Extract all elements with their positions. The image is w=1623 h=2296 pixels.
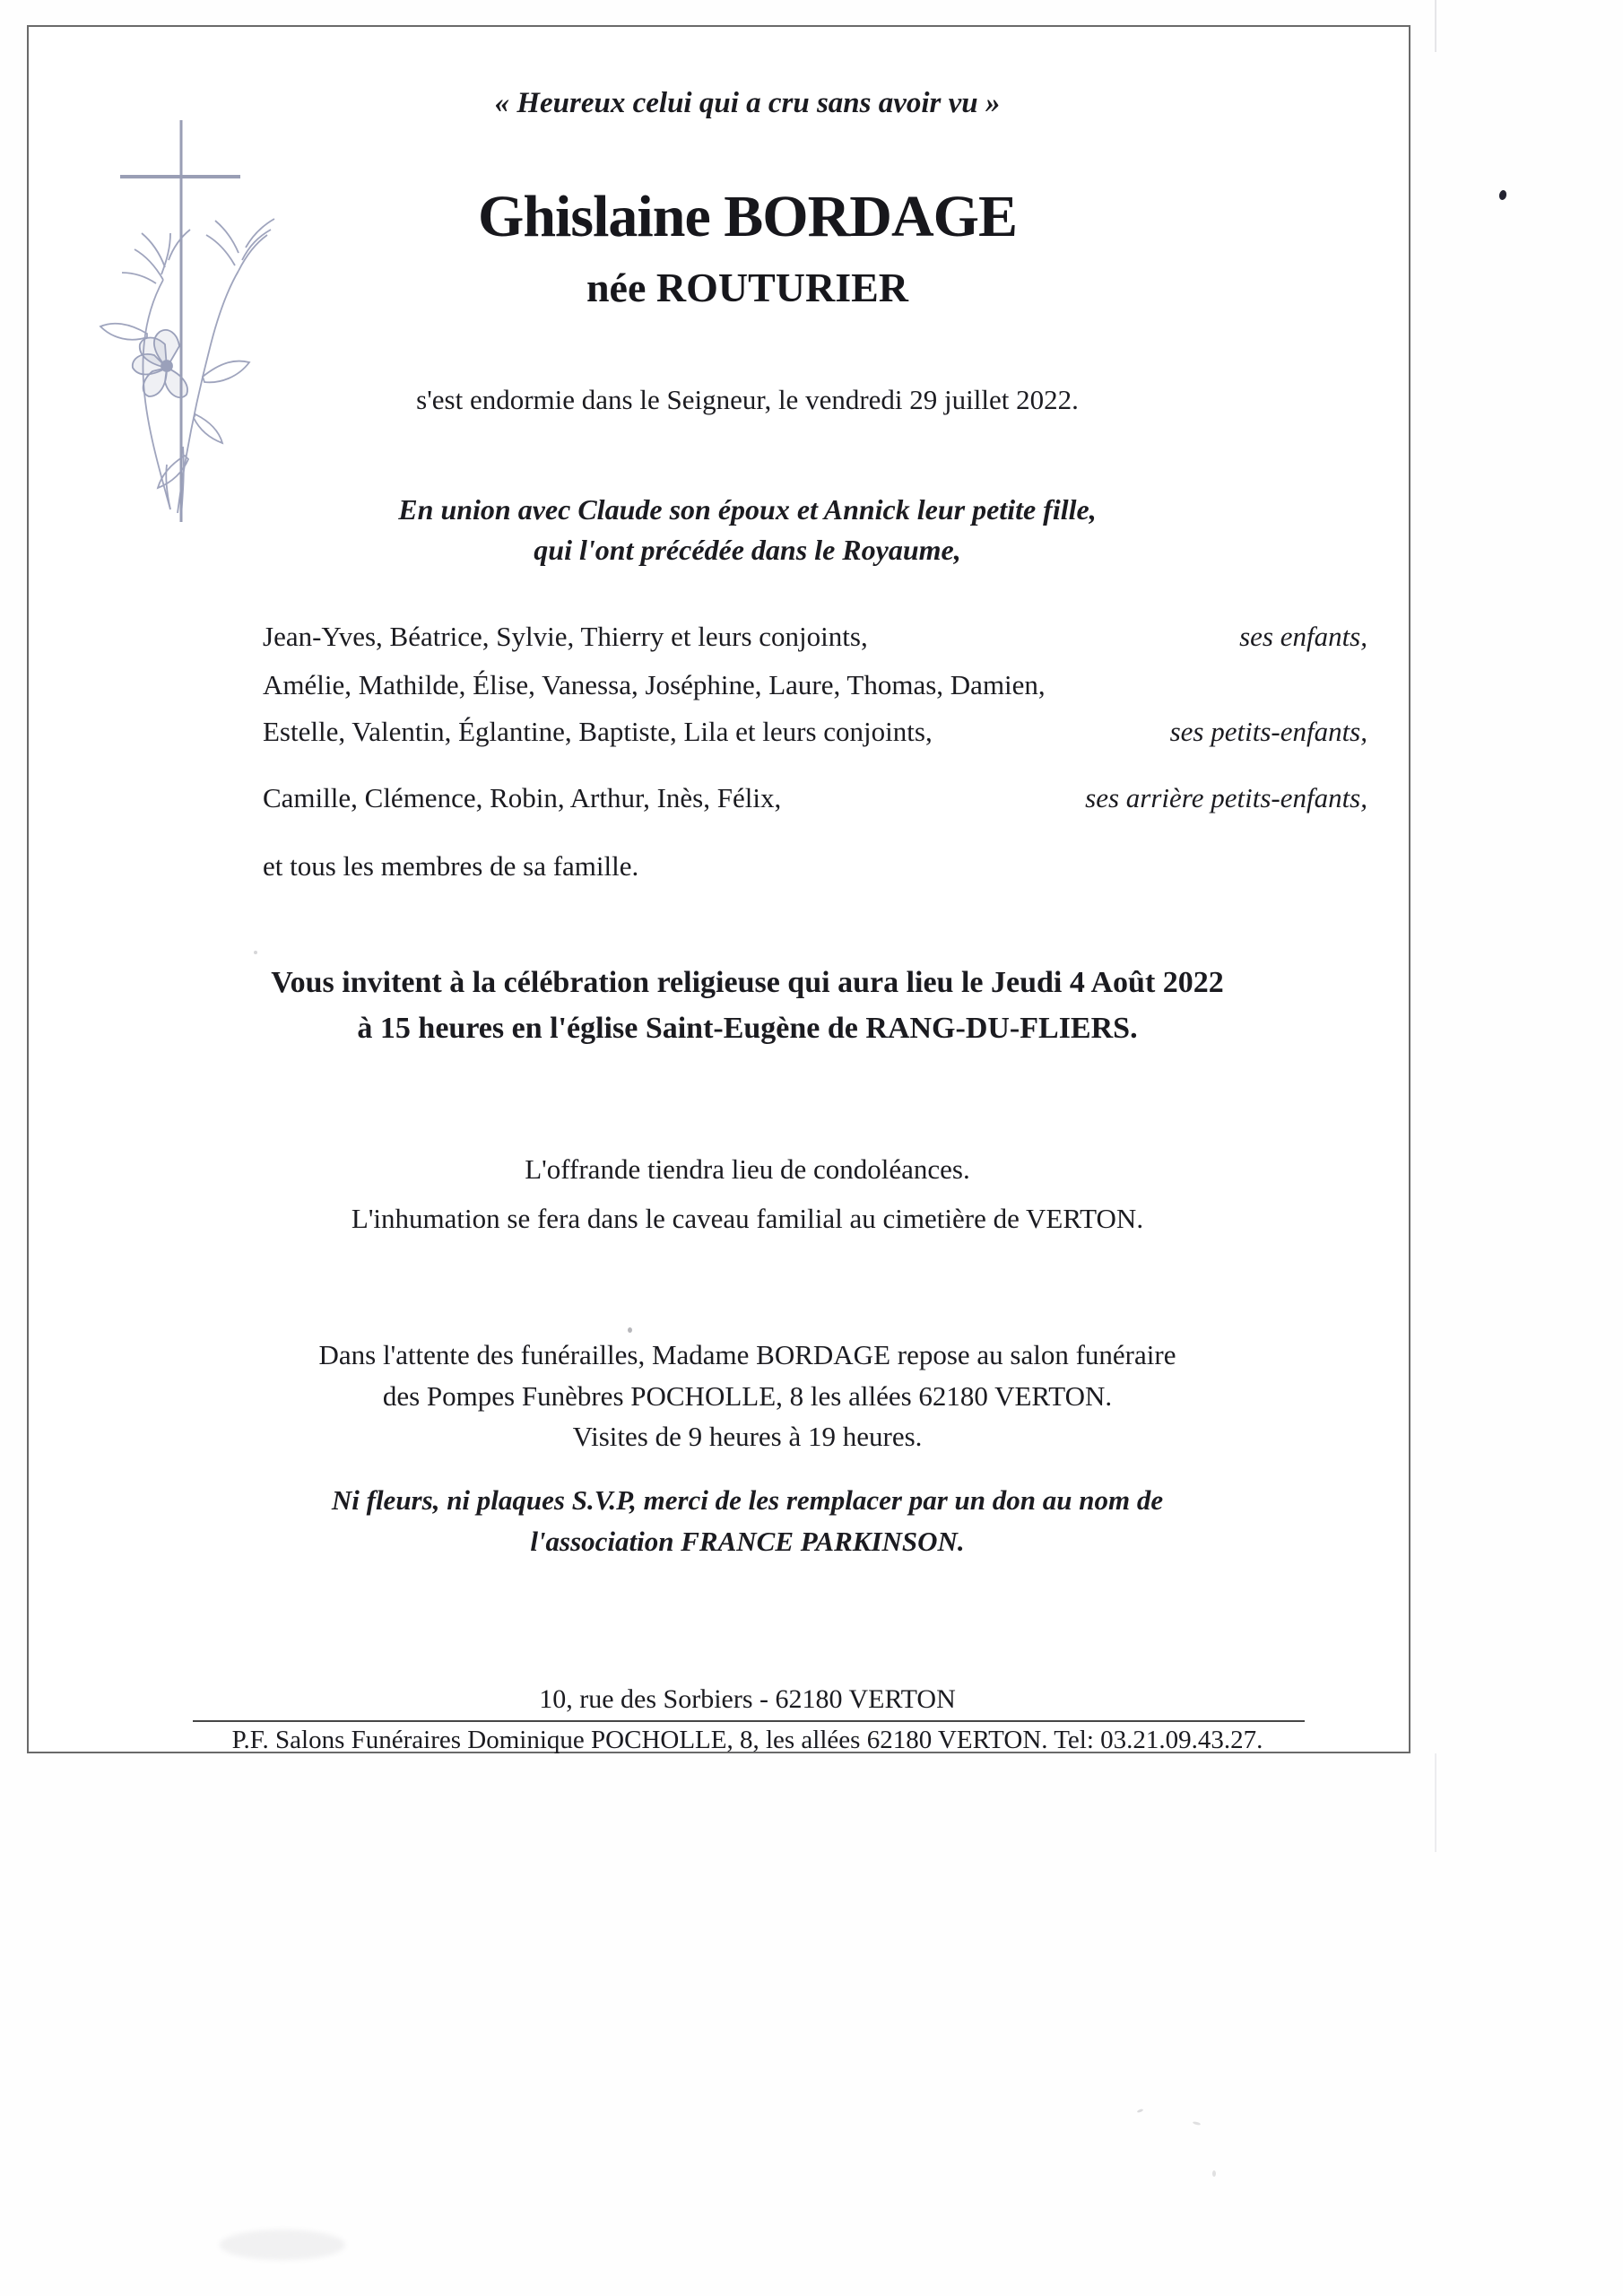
- scan-artifact: [628, 1327, 632, 1333]
- relation-label: ses petits-enfants,: [1169, 716, 1367, 747]
- donation-paragraph: [85, 1480, 1410, 1561]
- offering-line: L'offrande tiendra lieu de condoléances.: [525, 1153, 970, 1185]
- union-line-2: qui l'ont précédée dans le Royaume,: [534, 534, 961, 567]
- page-title-deceased-name: Ghislaine BORDAGE: [478, 184, 1017, 249]
- scan-artifact: [1137, 2109, 1144, 2113]
- relation-label: ses enfants,: [1239, 621, 1367, 652]
- burial-line: L'inhumation se fera dans le caveau familial au cimetière de VERTON.: [351, 1203, 1144, 1234]
- scan-artifact: [1435, 0, 1436, 52]
- family-names: et tous les membres de sa famille.: [263, 850, 639, 882]
- repose-line-2: des Pompes Funèbres POCHOLLE, 8 les allées 62180 VERTON.: [382, 1379, 1113, 1412]
- scan-artifact: [254, 951, 257, 954]
- ceremony-invitation: [85, 960, 1410, 1051]
- donation-line-2: l'association FRANCE PARKINSON.: [530, 1525, 965, 1557]
- footer-address: 10, rue des Sorbiers - 62180 VERTON: [539, 1684, 956, 1714]
- union-paragraph: [85, 490, 1410, 571]
- scan-artifact: [1435, 1753, 1436, 1852]
- scan-artifact: [1212, 2170, 1216, 2177]
- union-line-1: En union avec Claude son époux et Annick leur petite fille,: [398, 493, 1097, 526]
- scan-artifact: [1498, 189, 1507, 200]
- scan-artifact: [1193, 2121, 1201, 2126]
- repose-line-3: Visites de 9 heures à 19 heures.: [572, 1421, 923, 1453]
- family-row: [263, 782, 1367, 814]
- cross-with-flowers-icon: [77, 108, 296, 531]
- family-row: [263, 669, 1367, 701]
- repose-line-1: Dans l'attente des funérailles, Madame BORDAGE repose au salon funéraire: [318, 1339, 1176, 1370]
- family-names: Camille, Clémence, Robin, Arthur, Inès, Félix,: [263, 782, 782, 813]
- invitation-line-2: à 15 heures en l'église Saint-Eugène de RANG-DU-FLIERS.: [357, 1012, 1138, 1045]
- family-row: [263, 716, 1367, 748]
- opening-quote: « Heureux celui qui a cru sans avoir vu »: [494, 87, 1001, 119]
- family-names: Jean-Yves, Béatrice, Sylvie, Thierry et leurs conjoints,: [263, 621, 868, 652]
- death-date-line: s'est endormie dans le Seigneur, le vendredi 29 juillet 2022.: [416, 384, 1079, 415]
- maiden-name: née ROUTURIER: [586, 265, 909, 310]
- repose-paragraph: [85, 1335, 1410, 1457]
- family-row: [263, 850, 1367, 883]
- family-row: [263, 621, 1367, 653]
- relation-label: ses arrière petits-enfants,: [1085, 782, 1367, 813]
- scan-artifact: [220, 2230, 345, 2260]
- footer-funeral-home: P.F. Salons Funéraires Dominique POCHOLLE, 8, les allées 62180 VERTON. Tel: 03.21.09.43.27.: [231, 1726, 1263, 1754]
- family-names: Estelle, Valentin, Églantine, Baptiste, Lila et leurs conjoints,: [263, 716, 933, 747]
- donation-line-1: Ni fleurs, ni plaques S.V.P, merci de les remplacer par un don au nom de: [331, 1484, 1164, 1516]
- invitation-line-1: Vous invitent à la célébration religieuse qui aura lieu le Jeudi 4 Août 2022: [271, 966, 1224, 999]
- family-names: Amélie, Mathilde, Élise, Vanessa, Joséphine, Laure, Thomas, Damien,: [263, 669, 1046, 700]
- footer-divider: [193, 1720, 1305, 1722]
